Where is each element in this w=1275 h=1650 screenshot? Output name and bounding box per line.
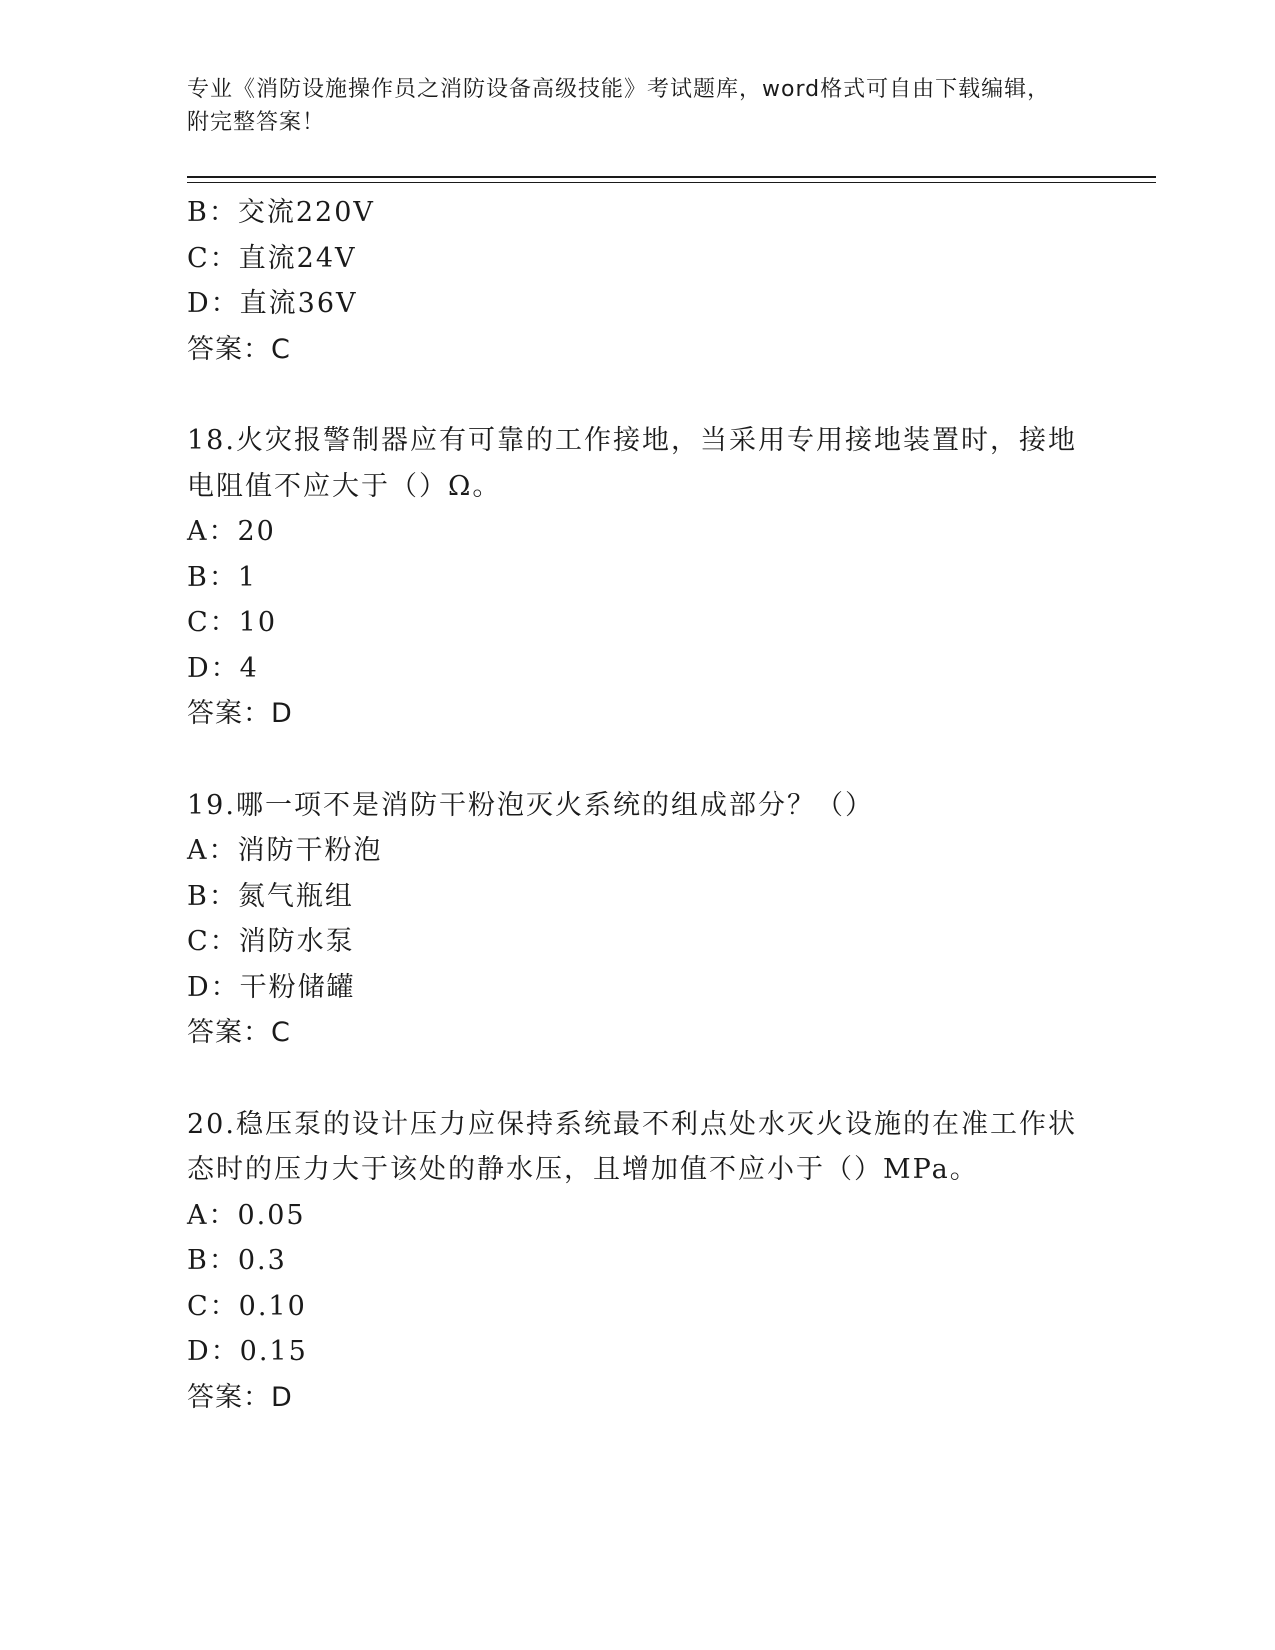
option-b: B：0.3 <box>187 1245 287 1276</box>
question-stem-line-1: 18.火灾报警制器应有可靠的工作接地，当采用专用接地装置时，接地 <box>187 425 1077 456</box>
question-19 <box>187 783 1087 1056</box>
question-stem-line-1: 19.哪一项不是消防干粉泡灭火系统的组成部分？（） <box>187 789 874 821</box>
option-c: C：10 <box>187 607 278 638</box>
option-d: D：直流36V <box>187 288 358 319</box>
option-a: A：20 <box>187 516 276 547</box>
option-b: B：交流220V <box>187 197 375 228</box>
option-c: C：0.10 <box>187 1290 307 1322</box>
header-divider-thick <box>187 176 1156 178</box>
question-stem-line-2: 电阻值不应大于（）Ω。 <box>187 470 502 502</box>
option-c: C：消防水泵 <box>187 926 355 957</box>
option-a: A：0.05 <box>187 1199 306 1231</box>
question-stem-line-1: 20.稳压泵的设计压力应保持系统最不利点处水灭火设施的在准工作状 <box>187 1108 1077 1140</box>
option-b: B：氮气瓶组 <box>187 880 354 912</box>
option-b: B：1 <box>187 561 258 593</box>
question-18 <box>187 418 1087 737</box>
option-d: D：干粉储罐 <box>187 971 356 1003</box>
option-c: C：直流24V <box>187 242 357 274</box>
page-header: 专业《消防设施操作员之消防设备高级技能》考试题库，word格式可自由下载编辑，附完整答案！ <box>187 77 1051 135</box>
answer: 答案：C <box>187 333 291 365</box>
option-d: D：4 <box>187 652 259 684</box>
header-divider-thin <box>187 182 1156 183</box>
answer: 答案：D <box>187 1381 293 1413</box>
answer: 答案：D <box>187 698 293 729</box>
option-a: A：消防干粉泡 <box>187 835 383 866</box>
question-content <box>187 190 1087 1420</box>
question-stem-line-2: 态时的压力大于该处的静水压，且增加值不应小于（）MPa。 <box>187 1154 979 1185</box>
previous-question-tail <box>187 190 1087 372</box>
answer: 答案：C <box>187 1017 291 1048</box>
question-20 <box>187 1102 1087 1421</box>
option-d: D：0.15 <box>187 1336 308 1367</box>
